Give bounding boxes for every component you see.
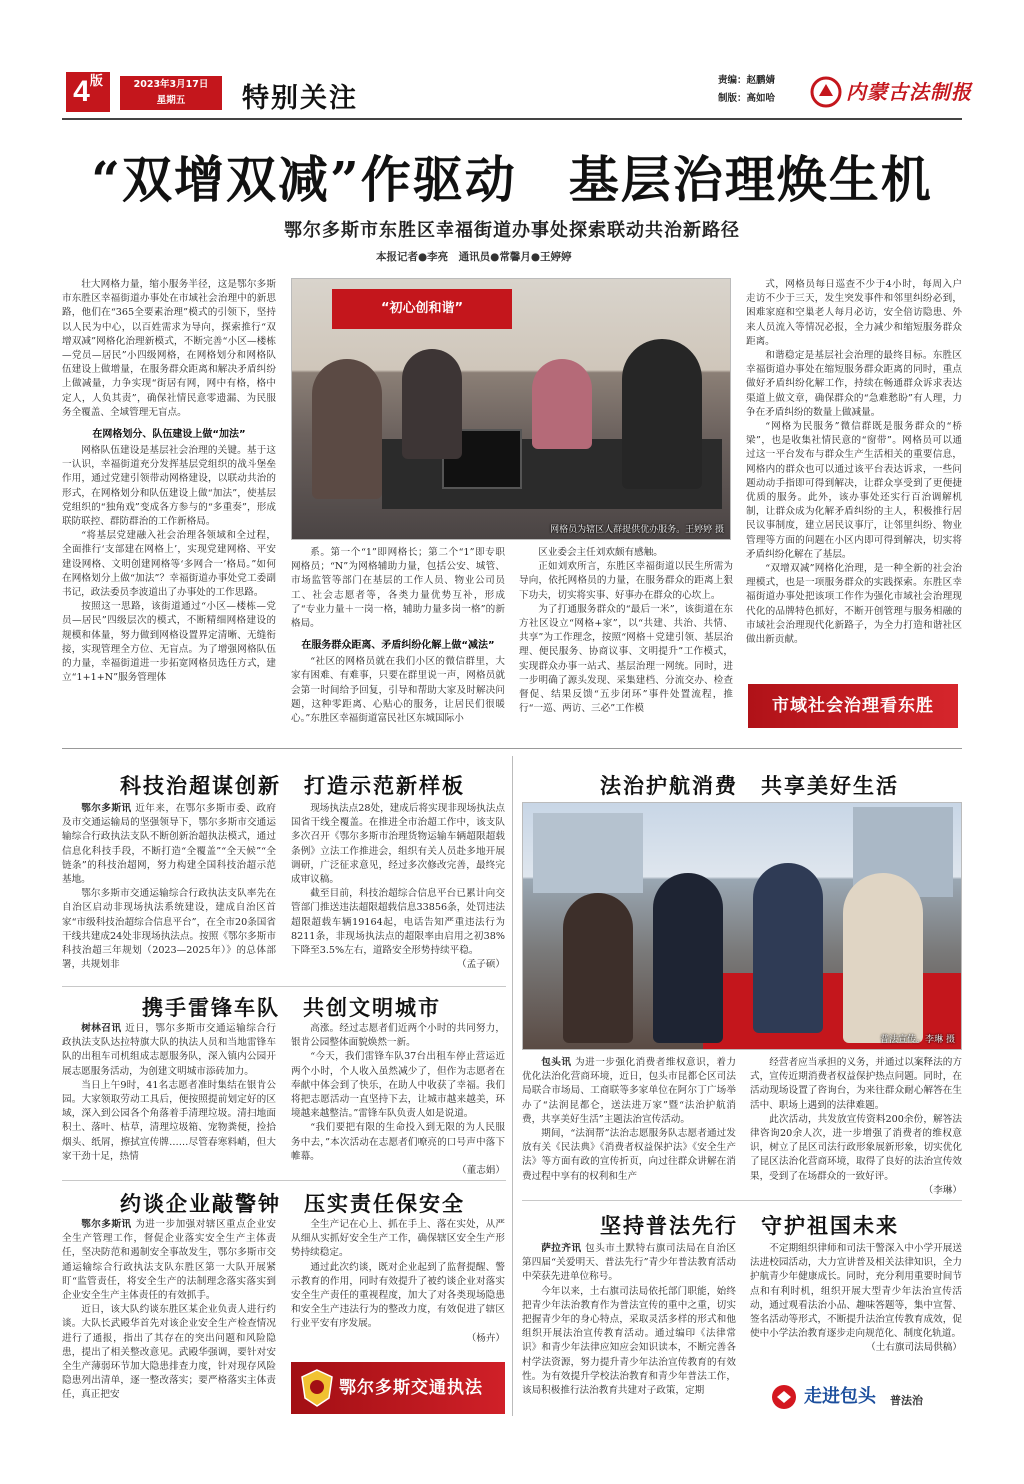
paper-logo-icon xyxy=(810,76,842,108)
masthead xyxy=(62,68,972,116)
right-photo-caption: 普法宣传。李琳 摄 xyxy=(880,1035,955,1045)
right-article-col-b: 经营者应当承担的义务，并通过以案释法的方式，宣传近期消费者权益保护热点问题。同时，在活动现场设置了咨询台，为来往群众耐心解答在生活中、职场上遇到的法律难题。 此次活动，共发放宣传资料200余份，解答法律咨询20余人次，进一步增强了消费者的维权意识，树立了昆区司法行政形象展新形象，切实优化了昆区法治化营商环境，取得了良好的法治宣传效果，受到了在场群众的一致好评。 （李琳） xyxy=(750,1057,962,1196)
zoujin-baotou-logo-icon xyxy=(770,1383,798,1411)
bottom-right-title: 坚持普法先行 守护祖国未来 xyxy=(600,1214,899,1238)
lead-subheading-2: 在服务群众距离、矛盾纠纷化解上做“减法” xyxy=(301,640,495,652)
article-2-title: 携手雷锋车队 共创文明城市 xyxy=(142,996,441,1020)
right-article-photo xyxy=(522,802,962,1050)
article-divider-1 xyxy=(62,986,506,987)
photo-volunteer-1 xyxy=(753,863,823,1033)
bottom-logo-main: 走进包头 xyxy=(804,1386,876,1407)
right-article-title: 法治护航消费 共享美好生活 xyxy=(600,774,899,798)
masthead-rule xyxy=(62,118,962,120)
lead-headline: “双增双减”作驱动 基层治理焕生机 xyxy=(91,150,933,209)
traffic-enforcement-banner xyxy=(291,1362,505,1414)
article-1-col-a: 鄂尔多斯讯 近年来，在鄂尔多斯市委、政府及市交通运输局的坚强领导下，鄂尔多斯市交通运输综合行政执法支队不断创新治超执法模式，通过信息化科技手段，不断打造“全覆盖”“全天候”“全链条”的科技治超网，努力构建全国科技治超示范基地。 鄂尔多斯市交通运输综合行政执法支队率先在自治区启动非现场执法系统建设，建成自治区首家“市级科技治超综合信息平台”，在全市20条国省干线共建成24处非现场执法点。按照《鄂尔多斯市科技治超三年规划（2023—2025年）》的总体部署，共规划非 xyxy=(62,803,276,971)
right-divider xyxy=(522,1200,962,1201)
photo-person-2 xyxy=(402,349,462,459)
issue-weekday: 星期五 xyxy=(156,95,186,106)
article-3-col-a: 鄂尔多斯讯 为进一步加强对辖区重点企业安全生产管理工作，督促企业落实安全生产主体责任，坚决防范和遏制安全事故发生，鄂尔多斯市交通运输综合行政执法支队东胜区第一大队开展紧盯“监管责任，将安全生产的法制理念落实落实到企业安全生产主体责任的有效抓手。 近日，该大队约谈东胜区某企业负责人进行约谈。大队长武殿华首先对该企业安全生产检查情况进行了通报，指出了其存在的突出问题和风险隐患，提出了相关整改意见。武殿华强调，要针对安全生产薄弱环节加大隐患排查力度，针对现存风险隐患列出清单，逐一整改落实；要严格落实主体责任，真正把安 xyxy=(62,1219,276,1401)
lead-photo xyxy=(291,278,731,540)
article-3-title: 约谈企业敲警钟 压实责任保安全 xyxy=(120,1192,465,1216)
lead-byline: 本报记者●李亮 通讯员●常馨月●王婷婷 xyxy=(376,251,572,263)
lead-photo-caption: 网格员为辖区人群提供优办服务。王婷婷 摄 xyxy=(550,525,724,535)
right-article-col-a: 包头讯 为进一步强化消费者维权意识，着力优化法治化营商环境，近日，包头市昆都仑区司法局联合市场局、工商联等多家单位在阿尔丁广场举办了“法润昆都仑，送法进万家”暨“法治护航消费，共享美好生活”主题法治宣传活动。 期间，“法润帮”法治志愿服务队志愿者通过发放有关《民法典》《消费者权益保护法》《安全生产法》等方面有政的宣传折页，向过往群众讲解在消费过程中享有的权利和生产 xyxy=(522,1057,736,1182)
lead-subhead: 鄂尔多斯市东胜区幸福街道办事处探索联动共治新路径 xyxy=(284,220,740,241)
section-title: 特别关注 xyxy=(242,83,358,114)
lead-divider xyxy=(62,748,962,749)
article-2-col-b: 高涨。经过志愿者们近两个小时的共同努力，银肯公园整体面貌焕然一新。 “今天，我们雷锋车队37台出租车停止营运近两个小时，个人收入虽然减少了，但作为志愿者在奉献中体会到了快乐，在助人中收获了幸福。我们将把志愿活动一直坚持下去，让城市越来越美，环境越来越整洁。”雷锋车队负责人如是说道。 “我们要把有限的生命投入到无限的为人民服务中去，”本次活动在志愿者们嘹亮的口号声中落下帷幕。 （董志娟） xyxy=(291,1023,505,1177)
article-3-col-b: 全生产记在心上、抓在手上、落在实处，从严从细从实抓好安全生产工作，确保辖区安全生产形势持续稳定。 通过此次约谈，既对企业起到了监督提醒、警示教育的作用，同时有效提升了被约谈企业对落实安全生产责任的重视程度，加大了对各类现场隐患和安全生产违法行为的整改力度，有效促进了辖区行业平安有序发展。 （杨卉） xyxy=(291,1219,505,1344)
bottom-logo xyxy=(770,1380,962,1414)
lead-column-2: 系。第一个“1”即网格长；第二个“1”即专职网格员；“N”为网格辅助力量，包括公安、城管、市场监管等部门在基层的工作人员、物业公司员工、社会志愿者等，各类力量优势互补，形成了“专业力量＋一岗一格，辅助力量多岗一格”的新格局。 在服务群众距离、矛盾纠纷化解上做“减法” “社区的网格员就在我们小区的微信群里，大家有困难、有难事，只要在群里说一声，网格员就会第一时间给予回复，引导和帮助大家及时解决问题，这种零距离、心贴心的服务，让居民们很暖心。”东胜区幸福街道富民社区东城国际小 xyxy=(291,547,505,725)
bottom-right-col-b: 不定期组织律师和司法干警深入中小学开展送法进校园活动，大力宣讲普及相关法律知识，全力护航青少年健康成长。同时，充分利用重要时间节点和有利时机，组织开展大型青少年法治宣传活动，通过观看法治小品、趣味答题等，集中宣誓、签名活动等形式，不断提升法治宣传教育成效，促使中小学法治教育逐步走向规范化、制度化轨道。 （土右旗司法局供稿） xyxy=(750,1243,962,1354)
lead-column-3: 区业委会主任刘欢颇有感触。 正如刘欢所言，东胜区幸福街道以民生所需为导向，依托网格员的力量，在服务群众的距离上狠下功夫，切实将实事、好事办在群众的心坎上。 为了打通服务群众的“最后一米”，该街道在东方社区设立“网格+家”，以“共建、共治、共情、共享”为工作理念，按照“网格＋党建引领、基层治理、便民服务、协商议事、文明提升”工作模式，实现群众办事一站式、基层治理一网统。同时，进一步明确了源头发现、采集建档、分流交办、检查督促、结果反馈“五步闭环”事件处置流程，推行“一巡、两访、三必”工作模 xyxy=(519,547,733,715)
article-divider-2 xyxy=(62,1180,506,1181)
paper-name: 内蒙古法制报 xyxy=(846,80,972,104)
article-1-title: 科技治超谋创新 打造示范新样板 xyxy=(120,774,465,798)
article-1-col-b: 现场执法点28处，建成后将实现非现场执法点国省干线全覆盖。在推进全市治超工作中，该支队多次召开《鄂尔多斯市治理货物运输车辆超限超载条例》立法工作推进会，组织有关人员赴多地开展调研，广泛征求意见，经过多次修改完善，最终完成审议稿。 截至目前，科技治超综合信息平台已累计向交管部门推送违法超限超载信息33856条，处罚违法超限超载车辆19164起，电话告知严重违法行为8211条，非现场执法点的超限率由启用之初38%下降至3.5%左右，道路安全形势持续平稳。 （孟子硕） xyxy=(291,803,505,971)
photo-building xyxy=(533,813,643,893)
lead-subheading-1: 在网格划分、队伍建设上做“加法” xyxy=(92,429,246,441)
issue-date: 2023年3月17日 xyxy=(133,79,209,90)
lead-banner: 市域社会治理看东胜 xyxy=(748,684,958,728)
photo-citizen-2 xyxy=(653,873,723,1043)
photo-person-3 xyxy=(622,339,702,489)
paper-logo xyxy=(810,74,972,110)
photo-person-1 xyxy=(312,359,382,499)
bottom-logo-sub: 普法治 xyxy=(890,1394,923,1407)
page-number: $4^版$ xyxy=(66,72,110,112)
police-badge-icon xyxy=(299,1368,335,1408)
vertical-divider xyxy=(512,756,513,1416)
photo-person-4 xyxy=(532,359,592,449)
date-box xyxy=(120,76,222,110)
editor-credit: 责编：赵鹏婧 制版：高如哈 xyxy=(718,75,776,104)
photo-wall-banner: “初心创和谐” xyxy=(332,289,512,329)
article-2-col-a: 树林召讯 近日，鄂尔多斯市交通运输综合行政执法支队达拉特旗大队的执法人员和当地雷锋车队的出租车司机组成志愿服务队，深入镇内公园开展志愿服务活动，为创建文明城市添砖加力。 当日上午9时，41名志愿者准时集结在银肯公园。大家领取劳动工具后，便按照提前划定好的区域，深入到公园各个角落着手清理垃圾。清扫地面积土、落叶、枯草，清理垃圾箱、宠物粪便，捡拾烟头、纸屑，擦拭宣传牌……尽管春寒料峭，但大家干劲十足，热情 xyxy=(62,1023,276,1162)
photo-volunteer-2 xyxy=(843,873,923,1043)
lead-column-4: 式，网格员每日巡查不少于4小时，每周入户走访不少于三天，发生突发事件和邻里纠纷必到，困难家庭和空巢老人每月必访，安全倍访隐患、外来人员流入等情况必报，全力减少和缩短服务群众距离。 和谐稳定是基层社会治理的最终目标。东胜区幸福街道办事处在缩短服务群众距离的同时，重点做好矛盾纠纷化解工作，持续在畅通群众诉求表达渠道上做文章，确保群众的“急难愁盼”有人理，力争在矛盾纠纷的数量上做减量。 “网格为民服务”微信群既是服务群众的“桥梁”，也是收集社情民意的“窗带”。网格员可以通过这一平台发布与群众生产生活相关的重要信息，网格内的群众也可以通过该平台表达诉求，一些问题动动手指即可得到解决，让群众享受到了更便捷优质的服务。此外，该办事处还实行百治调解机制，让群众成为化解矛盾纠纷的主人，积极推行居民议事制度，建立居民议事厅，让邻里纠纷、物业管理等方面的问题在小区内即可得到解决，切实将矛盾纠纷化解在了基层。 “双增双减”网格化治理，是一种全新的社会治理模式，也是一项服务群众的实践探索。东胜区幸福街道办事处把该项工作作为强化市域社会治理现代化的品牌特色抓好，不断开创管理与服务相融的市域社会治理现代化新路子，为全力打造和谐社区做出新贡献。 xyxy=(746,279,962,646)
lead-column-1: 壮大网格力量，缩小服务半径，这是鄂尔多斯市东胜区幸福街道办事处在市域社会治理中的新思路，他们在“365全要素治理”模式的引领下，坚持以人民为中心，以百姓需求为导向，探索推行“双增双减”网格化治理新模式，不断完善“小区—楼栋—党员—居民”小四级网格，在网格划分和网格队伍建设上做增量，在服务群众距离和解决矛盾纠纷上做减量，力争实现“街居有网，网中有格，格中定人，人负其责”，确保社情民意零遗漏、为民服务全覆盖、全域管理无盲点。 在网格划分、队伍建设上做“加法” 网格队伍建设是基层社会治理的关键。基于这一认识，幸福街道充分发挥基层党组织的战斗堡垒作用，通过党建引领带动网格建设，以联动共治的形式，在网格划分和队伍建设上做“加法”，使基层党组织的“独角戏”变成各方参与的“多重奏”，形成联防联控、群防群治的工作新格局。 “将基层党建融入社会治理各领域和全过程，全面推行‘支部建在网格上’，实现党建网格、平安建设网格、文明创建网格等‘多网合一’格局。”如何在网格划分上做“加法”？幸福街道办事处党工委副书记，政法委员李波道出了办事处的工作思路。 按照这一思路，该街道通过“小区—楼栋—党员—居民”四级层次的模式，不断精细网格建设的规模和体量，努力做到网格设置界定清晰、无缝衔接，实现管理全方位、无盲点。为了增强网格队伍的力量，幸福街道进一步拓宽网格员选任方式，建立“1+1+N”服务管理体 xyxy=(62,279,276,684)
traffic-banner-text: 鄂尔多斯交通执法 xyxy=(339,1378,483,1398)
photo-citizen-1 xyxy=(563,893,633,1043)
bottom-right-col-a: 萨拉齐讯 包头市土默特右旗司法局在自治区第四届“关爱明天、普法先行”青少年普法教育活动中荣获先进单位称号。 今年以来，土右旗司法局依托部门职能，始终把青少年法治教育作为普法宣传的重中之重，切实把握青少年的身心特点，采取灵活多样的形式和他组织开展法治宣传教育活动。通过编印《法律常识》和青少年法律应知应会知识读本，不断完善各村学法资源，努力提升青少年法治宣传教育的有效性。为有效提升学校法治教育和青少年普法工作，该局积极推行法治教育共建对子政策，定期 xyxy=(522,1243,736,1397)
